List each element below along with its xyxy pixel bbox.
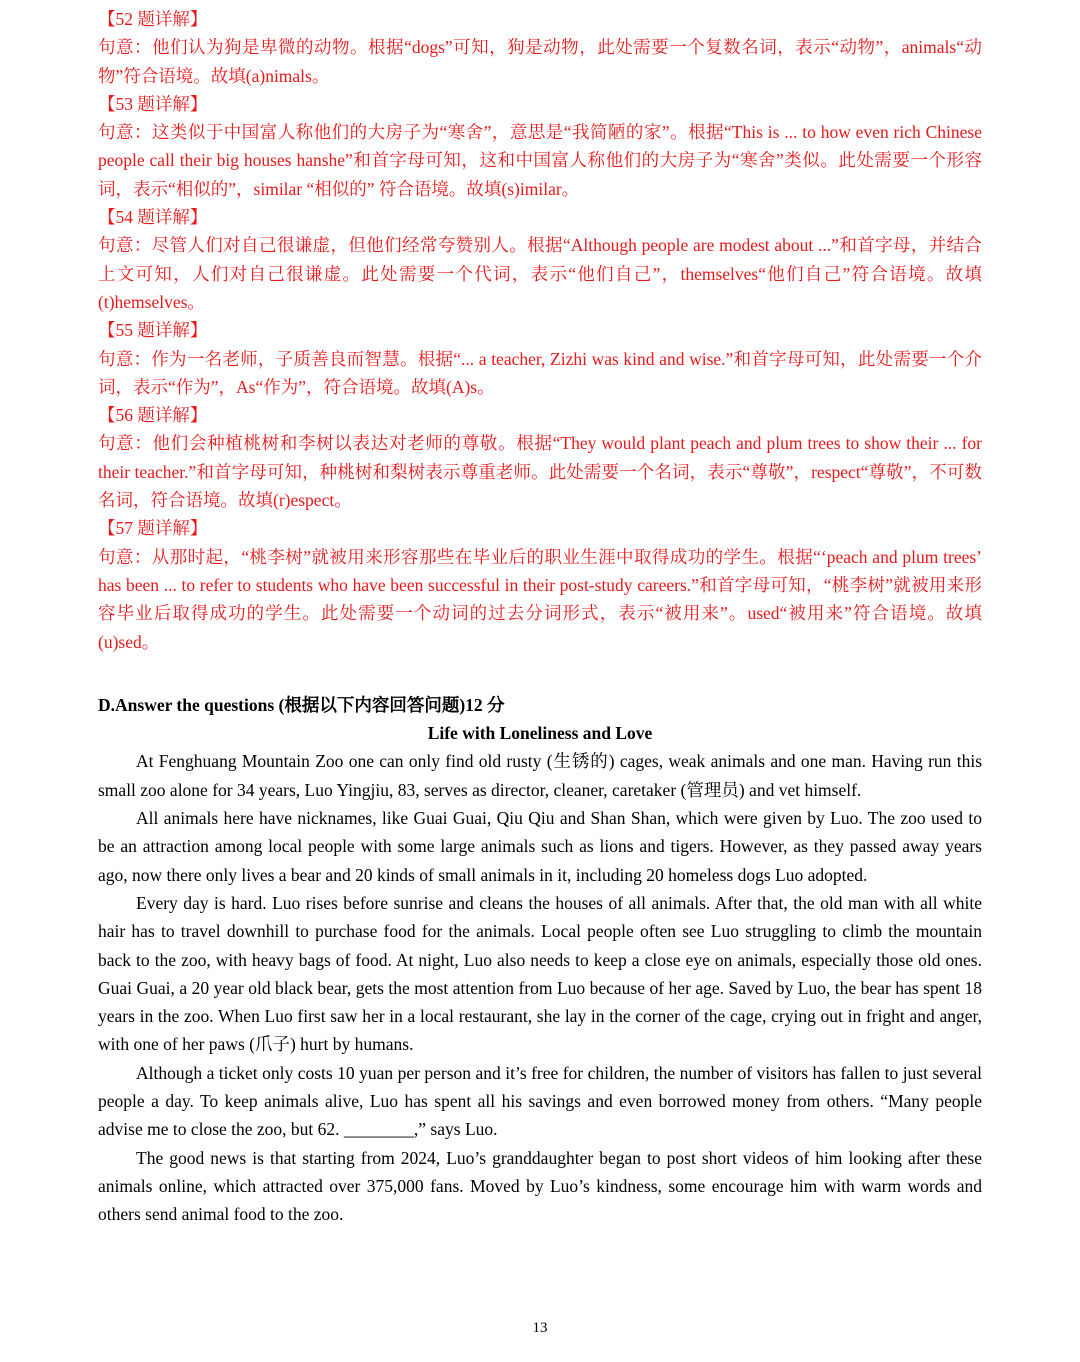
answer-block-55	[98, 316, 982, 401]
answer-block-54	[98, 203, 982, 316]
page-content	[98, 5, 982, 1228]
answer-explanations	[98, 5, 982, 656]
answer-text-54: 句意：尽管人们对自己很谦虚，但他们经常夸赞别人。根据“Although people are modest about ...”和首字母，并结合上文可知，人们对自己很谦虚。此处需要一个代词，表示“他们自己”，themselves“他们自己”符合语境。故填(t)hemselves。	[98, 235, 982, 312]
answer-heading-57: 【57 题详解】	[98, 518, 208, 539]
page-number: 13	[532, 1320, 548, 1336]
passage-title: Life with Loneliness and Love	[427, 723, 653, 744]
section-d-heading: D.Answer the questions (根据以下内容回答问题)12 分	[98, 694, 505, 715]
answer-block-57	[98, 514, 982, 655]
passage-paragraph-2: All animals here have nicknames, like Guai Guai, Qiu Qiu and Shan Shan, which were given by Luo. The zoo used to be an attraction among local people with some large animals such as lions and tigers. However, as they passed away years ago, now there only lives a bear and 20 kinds of small animals in it, including 20 homeless dogs Luo adopted.	[98, 808, 982, 885]
answer-heading-52: 【52 题详解】	[98, 9, 208, 29]
passage-paragraph-5: The good news is that starting from 2024, Luo’s granddaughter began to post short videos of him looking after these animals online, which attracted over 375,000 fans. Moved by Luo’s kindness, some encourage him with warm words and others send animal food to the zoo.	[98, 1147, 982, 1225]
answer-block-52	[98, 5, 982, 90]
answer-heading-54: 【54 题详解】	[98, 207, 208, 228]
answer-text-57: 句意：从那时起，“桃李树”就被用来形容那些在毕业后的职业生涯中取得成功的学生。根据“‘peach and plum trees’ has been ... to refer to students who have been successful in their post-study careers.”和首字母可知，“桃李树”就被用来形容毕业后取得成功的学生。此处需要一个动词的过去分词形式，表示“被用来”。used“被用来”符合语境。故填(u)sed。	[98, 546, 982, 652]
passage-paragraph-3: Every day is hard. Luo rises before sunrise and cleans the houses of all animals. After that, the old man with all white hair has to travel downhill to purchase food for the animals. Local people often see Luo struggling to climb the mountain back to the zoo, with heavy bags of food. At night, Luo also needs to keep a close eye on animals, especially those old ones. Guai Guai, a 20 year old black bear, gets the most attention from Luo because of her age. Saved by Luo, the bear has spent 18 years in the zoo. When Luo first saw her in a local restaurant, she lay in the corner of the cage, crying out in fright and anger, with one of her paws (爪子) hurt by humans.	[98, 892, 982, 1055]
answer-text-53: 句意：这类似于中国富人称他们的大房子为“寒舍”，意思是“我简陋的家”。根据“This is ... to how even rich Chinese people call their big houses hanshe”和首字母可知，这和中国富人称他们的大房子为“寒舍”类似。此处需要一个形容词，表示“相似的”，similar “相似的” 符合语境。故填(s)imilar。	[98, 122, 982, 199]
answer-heading-56: 【56 题详解】	[98, 405, 208, 426]
passage-paragraph-1: At Fenghuang Mountain Zoo one can only find old rusty (生锈的) cages, weak animals and one man. Having run this small zoo alone for 34 years, Luo Yingjiu, 83, serves as director, cleaner, caretaker (管理员) and vet himself.	[98, 751, 982, 800]
answer-text-56: 句意：他们会种植桃树和李树以表达对老师的尊敬。根据“They would plant peach and plum trees to show their ... for their teacher.”和首字母可知，种桃树和梨树表示尊重老师。此处需要一个名词，表示“尊敬”，respect“尊敬”，不可数名词，符合语境。故填(r)espect。	[98, 433, 982, 511]
answer-heading-53: 【53 题详解】	[98, 93, 208, 114]
answer-block-53	[98, 90, 982, 203]
answer-heading-55: 【55 题详解】	[98, 320, 208, 341]
answer-block-56	[98, 401, 982, 514]
passage-paragraph-4: Although a ticket only costs 10 yuan per person and it’s free for children, the number of visitors has fallen to just several people a day. To keep animals alive, Luo has spent all his savings and even borrowed money from others. “Many people advise me to close the zoo, but 62. ________,” says Luo.	[98, 1062, 982, 1140]
passage-body	[98, 747, 982, 1228]
answer-text-52: 句意：他们认为狗是卑微的动物。根据“dogs”可知，狗是动物，此处需要一个复数名词，表示“动物”，animals“动物”符合语境。故填(a)nimals。	[98, 37, 982, 86]
answer-text-55: 句意：作为一名老师，子质善良而智慧。根据“... a teacher, Zizhi was kind and wise.”和首字母可知，此处需要一个介词，表示“作为”，As“作为”，符合语境。故填(A)s。	[98, 348, 982, 397]
